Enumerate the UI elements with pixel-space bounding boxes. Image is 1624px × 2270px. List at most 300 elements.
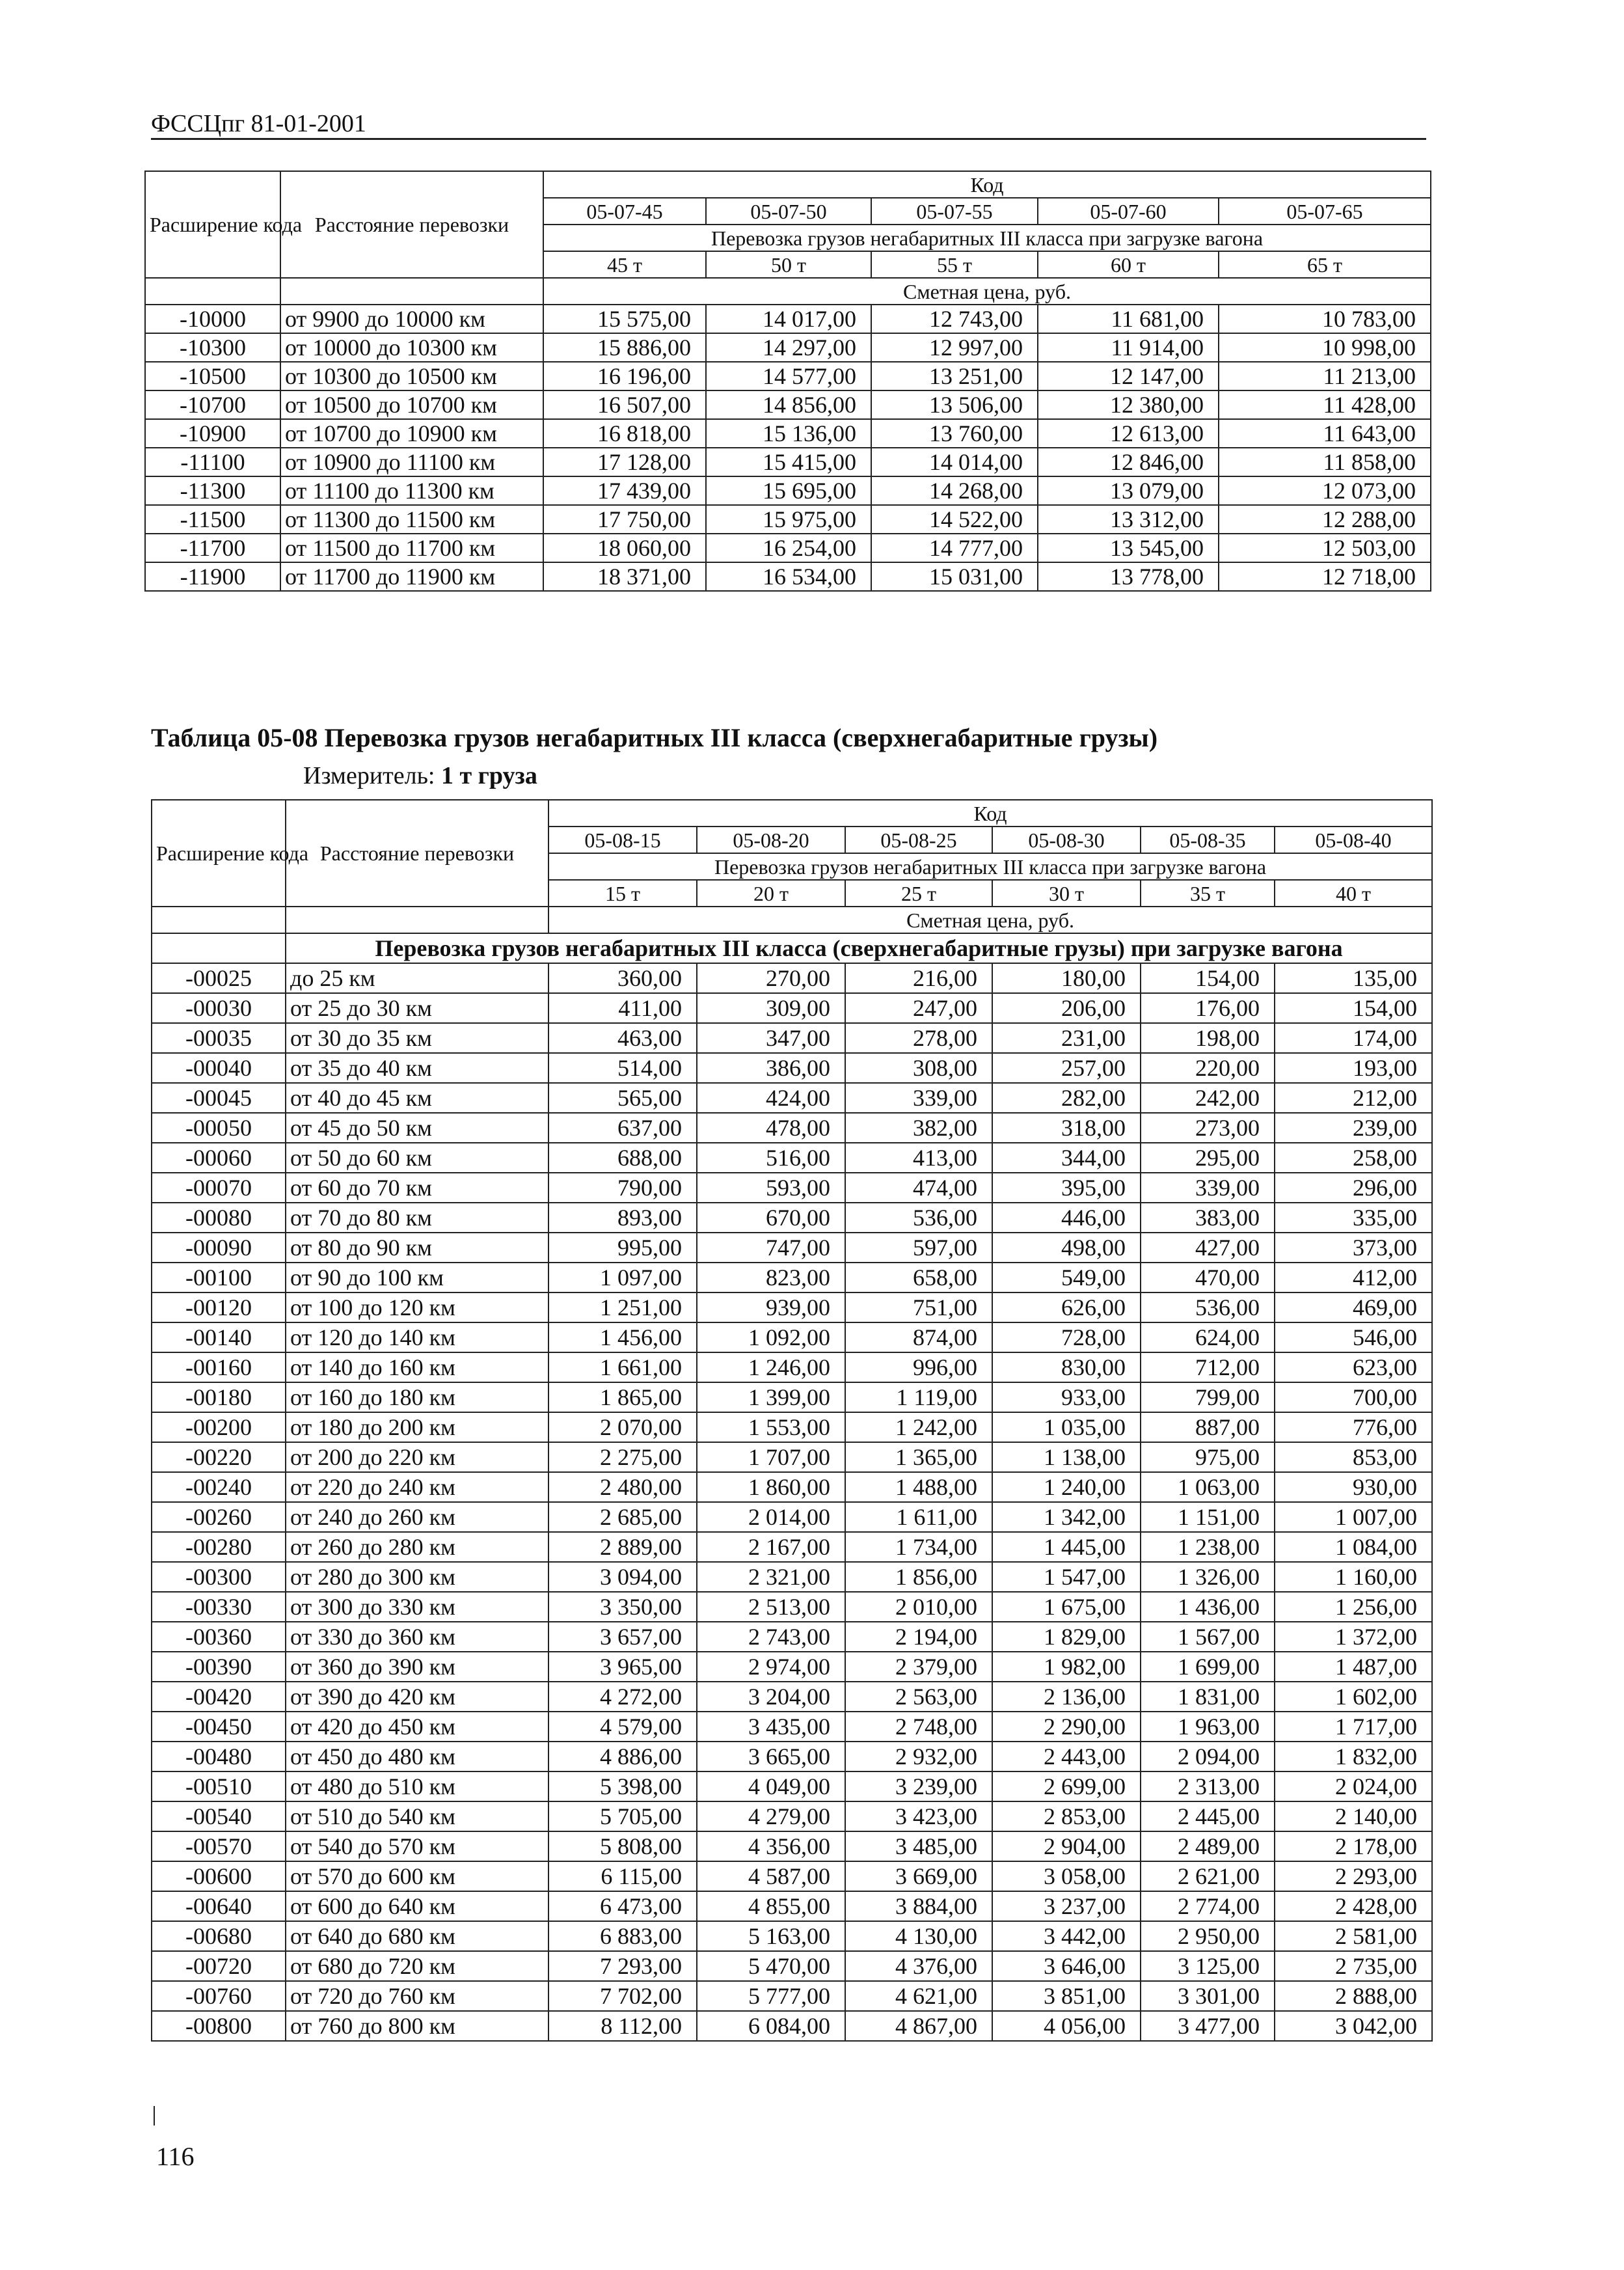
ext-code-header: Расширение кода <box>145 171 280 278</box>
price-cell: 2 513,00 <box>697 1592 845 1622</box>
price-cell: 3 442,00 <box>992 1921 1141 1951</box>
price-cell: 4 886,00 <box>548 1742 697 1771</box>
row-code: -00120 <box>152 1292 286 1322</box>
price-cell: 1 035,00 <box>992 1412 1141 1442</box>
price-cell: 2 489,00 <box>1141 1831 1275 1861</box>
price-cell: 2 321,00 <box>697 1562 845 1592</box>
table-row <box>152 1173 1432 1203</box>
distance-header: Расстояние перевозки <box>280 171 543 278</box>
price-cell: 6 115,00 <box>548 1861 697 1891</box>
price-cell: 3 125,00 <box>1141 1951 1275 1981</box>
row-code: -00800 <box>152 2011 286 2041</box>
row-code: -10500 <box>145 362 280 390</box>
price-cell: 16 254,00 <box>706 534 871 562</box>
price-cell: 427,00 <box>1141 1233 1275 1263</box>
load-column-header: 55 т <box>871 251 1038 278</box>
price-cell: 4 855,00 <box>697 1891 845 1921</box>
price-cell: 2 621,00 <box>1141 1861 1275 1891</box>
price-cell: 597,00 <box>845 1233 992 1263</box>
row-distance: от 70 до 80 км <box>286 1203 548 1233</box>
row-code: -00280 <box>152 1532 286 1562</box>
price-cell: 18 371,00 <box>543 562 706 591</box>
price-cell: 2 904,00 <box>992 1831 1141 1861</box>
price-cell: 4 867,00 <box>845 2011 992 2041</box>
table-row <box>145 562 1431 591</box>
code-column-header: 05-08-30 <box>992 827 1141 853</box>
price-cell: 12 997,00 <box>871 333 1038 362</box>
load-column-header: 40 т <box>1275 880 1432 907</box>
table-row <box>152 1652 1432 1682</box>
price-cell: 13 545,00 <box>1038 534 1219 562</box>
price-cell: 1 602,00 <box>1275 1682 1432 1712</box>
price-cell: 536,00 <box>1141 1292 1275 1322</box>
price-cell: 3 058,00 <box>992 1861 1141 1891</box>
price-cell: 16 196,00 <box>543 362 706 390</box>
row-code: -00720 <box>152 1951 286 1981</box>
price-cell: 1 063,00 <box>1141 1472 1275 1502</box>
price-cell: 751,00 <box>845 1292 992 1322</box>
price-cell: 11 681,00 <box>1038 305 1219 333</box>
row-code: -00160 <box>152 1352 286 1382</box>
price-cell: 18 060,00 <box>543 534 706 562</box>
price-cell: 1 865,00 <box>548 1382 697 1412</box>
price-cell: 339,00 <box>1141 1173 1275 1203</box>
price-cell: 17 750,00 <box>543 505 706 534</box>
price-cell: 2 748,00 <box>845 1712 992 1742</box>
row-distance: от 45 до 50 км <box>286 1113 548 1143</box>
row-code: -00510 <box>152 1771 286 1801</box>
row-code: -11500 <box>145 505 280 534</box>
row-code: -11700 <box>145 534 280 562</box>
table-row <box>152 1921 1432 1951</box>
price-cell: 424,00 <box>697 1083 845 1113</box>
row-code: -11300 <box>145 476 280 505</box>
price-cell: 1 611,00 <box>845 1502 992 1532</box>
row-code: -00420 <box>152 1682 286 1712</box>
price-cell: 270,00 <box>697 963 845 993</box>
row-code: -00760 <box>152 1981 286 2011</box>
blank-cell <box>152 907 286 933</box>
price-cell: 1 832,00 <box>1275 1742 1432 1771</box>
table-row <box>152 1203 1432 1233</box>
price-cell: 1 699,00 <box>1141 1652 1275 1682</box>
price-cell: 258,00 <box>1275 1143 1432 1173</box>
price-cell: 12 147,00 <box>1038 362 1219 390</box>
price-cell: 830,00 <box>992 1352 1141 1382</box>
price-cell: 1 399,00 <box>697 1382 845 1412</box>
table-row <box>145 390 1431 419</box>
row-code: -00570 <box>152 1831 286 1861</box>
table-row <box>145 333 1431 362</box>
row-distance: от 120 до 140 км <box>286 1322 548 1352</box>
code-column-header: 05-07-65 <box>1219 198 1431 225</box>
price-cell: 930,00 <box>1275 1472 1432 1502</box>
price-cell: 5 705,00 <box>548 1801 697 1831</box>
row-distance: от 680 до 720 км <box>286 1951 548 1981</box>
price-cell: 1 856,00 <box>845 1562 992 1592</box>
load-column-header: 25 т <box>845 880 992 907</box>
price-cell: 1 246,00 <box>697 1352 845 1382</box>
price-cell: 14 777,00 <box>871 534 1038 562</box>
row-distance: до 25 км <box>286 963 548 993</box>
table-row <box>152 1442 1432 1472</box>
price-cell: 12 743,00 <box>871 305 1038 333</box>
table-row <box>145 448 1431 476</box>
price-cell: 3 965,00 <box>548 1652 697 1682</box>
table-row <box>152 1891 1432 1921</box>
price-cell: 193,00 <box>1275 1053 1432 1083</box>
price-cell: 176,00 <box>1141 993 1275 1023</box>
price-cell: 2 888,00 <box>1275 1981 1432 2011</box>
row-distance: от 360 до 390 км <box>286 1652 548 1682</box>
price-cell: 412,00 <box>1275 1263 1432 1292</box>
row-distance: от 240 до 260 км <box>286 1502 548 1532</box>
price-cell: 257,00 <box>992 1053 1141 1083</box>
price-cell: 1 717,00 <box>1275 1712 1432 1742</box>
table-row <box>152 1322 1432 1352</box>
price-cell: 198,00 <box>1141 1023 1275 1053</box>
table-row <box>152 1771 1432 1801</box>
price-cell: 2 293,00 <box>1275 1861 1432 1891</box>
price-cell: 623,00 <box>1275 1352 1432 1382</box>
price-cell: 13 251,00 <box>871 362 1038 390</box>
table-row <box>152 1113 1432 1143</box>
price-cell: 4 621,00 <box>845 1981 992 2011</box>
price-cell: 1 734,00 <box>845 1532 992 1562</box>
price-cell: 11 914,00 <box>1038 333 1219 362</box>
price-cell: 516,00 <box>697 1143 845 1173</box>
table-row <box>152 1801 1432 1831</box>
row-distance: от 10300 до 10500 км <box>280 362 543 390</box>
table-row <box>145 534 1431 562</box>
row-distance: от 280 до 300 км <box>286 1562 548 1592</box>
price-cell: 13 312,00 <box>1038 505 1219 534</box>
price-cell: 624,00 <box>1141 1322 1275 1352</box>
table-row <box>145 505 1431 534</box>
price-cell: 799,00 <box>1141 1382 1275 1412</box>
row-code: -00045 <box>152 1083 286 1113</box>
row-distance: от 540 до 570 км <box>286 1831 548 1861</box>
row-distance: от 760 до 800 км <box>286 2011 548 2041</box>
price-cell: 5 777,00 <box>697 1981 845 2011</box>
price-cell: 700,00 <box>1275 1382 1432 1412</box>
code-header: Код <box>543 171 1431 198</box>
table-row <box>145 419 1431 448</box>
price-cell: 1 151,00 <box>1141 1502 1275 1532</box>
row-distance: от 30 до 35 км <box>286 1023 548 1053</box>
price-cell: 1 240,00 <box>992 1472 1141 1502</box>
price-cell: 688,00 <box>548 1143 697 1173</box>
price-cell: 7 702,00 <box>548 1981 697 2011</box>
price-cell: 2 699,00 <box>992 1771 1141 1801</box>
load-column-header: 65 т <box>1219 251 1431 278</box>
price-cell: 975,00 <box>1141 1442 1275 1472</box>
code-column-header: 05-07-55 <box>871 198 1038 225</box>
price-cell: 14 268,00 <box>871 476 1038 505</box>
price-cell: 1 661,00 <box>548 1352 697 1382</box>
price-cell: 474,00 <box>845 1173 992 1203</box>
row-code: -00090 <box>152 1233 286 1263</box>
price-cell: 282,00 <box>992 1083 1141 1113</box>
price-cell: 6 883,00 <box>548 1921 697 1951</box>
code-column-header: 05-07-60 <box>1038 198 1219 225</box>
price-cell: 3 669,00 <box>845 1861 992 1891</box>
price-cell: 2 932,00 <box>845 1742 992 1771</box>
row-code: -00140 <box>152 1322 286 1352</box>
table-row <box>145 362 1431 390</box>
table-row <box>152 1742 1432 1771</box>
price-cell: 15 031,00 <box>871 562 1038 591</box>
price-cell: 2 290,00 <box>992 1712 1141 1742</box>
price-cell: 2 735,00 <box>1275 1951 1432 1981</box>
load-column-header: 35 т <box>1141 880 1275 907</box>
price-cell: 637,00 <box>548 1113 697 1143</box>
table-row <box>152 1861 1432 1891</box>
row-code: -00070 <box>152 1173 286 1203</box>
price-cell: 7 293,00 <box>548 1951 697 1981</box>
price-cell: 670,00 <box>697 1203 845 1233</box>
price-cell: 4 356,00 <box>697 1831 845 1861</box>
price-cell: 4 056,00 <box>992 2011 1141 2041</box>
row-distance: от 570 до 600 км <box>286 1861 548 1891</box>
price-cell: 2 094,00 <box>1141 1742 1275 1771</box>
row-code: -00390 <box>152 1652 286 1682</box>
row-distance: от 40 до 45 км <box>286 1083 548 1113</box>
price-cell: 446,00 <box>992 1203 1141 1233</box>
table-05-08 <box>151 799 1433 2042</box>
row-distance: от 160 до 180 км <box>286 1382 548 1412</box>
row-distance: от 50 до 60 км <box>286 1143 548 1173</box>
price-cell: 278,00 <box>845 1023 992 1053</box>
price-cell: 3 657,00 <box>548 1622 697 1652</box>
row-code: -00360 <box>152 1622 286 1652</box>
price-cell: 4 049,00 <box>697 1771 845 1801</box>
price-cell: 206,00 <box>992 993 1141 1023</box>
row-code: -00035 <box>152 1023 286 1053</box>
row-code: -00030 <box>152 993 286 1023</box>
price-cell: 1 567,00 <box>1141 1622 1275 1652</box>
price-cell: 933,00 <box>992 1382 1141 1412</box>
row-code: -00180 <box>152 1382 286 1412</box>
row-code: -00680 <box>152 1921 286 1951</box>
price-cell: 212,00 <box>1275 1083 1432 1113</box>
price-cell: 174,00 <box>1275 1023 1432 1053</box>
price-cell: 16 818,00 <box>543 419 706 448</box>
price-cell: 3 204,00 <box>697 1682 845 1712</box>
price-cell: 12 380,00 <box>1038 390 1219 419</box>
ext-code-header: Расширение кода <box>152 800 286 907</box>
row-code: -00300 <box>152 1562 286 1592</box>
price-cell: 12 073,00 <box>1219 476 1431 505</box>
load-column-header: 50 т <box>706 251 871 278</box>
price-cell: 536,00 <box>845 1203 992 1233</box>
price-cell: 413,00 <box>845 1143 992 1173</box>
price-cell: 2 974,00 <box>697 1652 845 1682</box>
row-distance: от 180 до 200 км <box>286 1412 548 1442</box>
row-distance: от 100 до 120 км <box>286 1292 548 1322</box>
price-cell: 4 279,00 <box>697 1801 845 1831</box>
transport-header: Перевозка грузов негабаритных III класса при загрузке вагона <box>543 225 1431 251</box>
header-divider <box>151 138 1426 140</box>
price-cell: 3 301,00 <box>1141 1981 1275 2011</box>
price-cell: 478,00 <box>697 1113 845 1143</box>
price-cell: 658,00 <box>845 1263 992 1292</box>
table-title: Таблица 05-08 Перевозка грузов негабаритных III класса (сверхнегабаритные грузы) <box>151 723 1158 752</box>
row-code: -10300 <box>145 333 280 362</box>
price-cell: 3 423,00 <box>845 1801 992 1831</box>
row-code: -00480 <box>152 1742 286 1771</box>
page-number: 116 <box>156 2142 195 2171</box>
row-code: -00100 <box>152 1263 286 1292</box>
row-code: -00050 <box>152 1113 286 1143</box>
price-cell: 1 487,00 <box>1275 1652 1432 1682</box>
price-cell: 12 503,00 <box>1219 534 1431 562</box>
unit-label: Измеритель: <box>303 762 435 789</box>
row-distance: от 80 до 90 км <box>286 1233 548 1263</box>
price-cell: 373,00 <box>1275 1233 1432 1263</box>
code-column-header: 05-07-45 <box>543 198 706 225</box>
price-cell: 309,00 <box>697 993 845 1023</box>
row-distance: от 720 до 760 км <box>286 1981 548 2011</box>
price-cell: 15 575,00 <box>543 305 706 333</box>
price-cell: 2 010,00 <box>845 1592 992 1622</box>
price-cell: 3 042,00 <box>1275 2011 1432 2041</box>
price-cell: 1 707,00 <box>697 1442 845 1472</box>
price-cell: 383,00 <box>1141 1203 1275 1233</box>
price-cell: 823,00 <box>697 1263 845 1292</box>
price-cell: 1 553,00 <box>697 1412 845 1442</box>
row-code: -00260 <box>152 1502 286 1532</box>
transport-header: Перевозка грузов негабаритных III класса при загрузке вагона <box>548 853 1432 880</box>
row-distance: от 200 до 220 км <box>286 1442 548 1472</box>
table-row <box>152 2011 1432 2041</box>
price-cell: 1 547,00 <box>992 1562 1141 1592</box>
price-cell: 339,00 <box>845 1083 992 1113</box>
price-cell: 10 783,00 <box>1219 305 1431 333</box>
price-cell: 318,00 <box>992 1113 1141 1143</box>
price-cell: 712,00 <box>1141 1352 1275 1382</box>
price-cell: 2 581,00 <box>1275 1921 1432 1951</box>
price-cell: 2 950,00 <box>1141 1921 1275 1951</box>
price-cell: 295,00 <box>1141 1143 1275 1173</box>
table-row <box>145 305 1431 333</box>
price-cell: 2 889,00 <box>548 1532 697 1562</box>
price-cell: 154,00 <box>1275 993 1432 1023</box>
row-code: -00080 <box>152 1203 286 1233</box>
price-header: Сметная цена, руб. <box>543 278 1431 305</box>
price-cell: 728,00 <box>992 1322 1141 1352</box>
price-cell: 15 695,00 <box>706 476 871 505</box>
group-title: Перевозка грузов негабаритных III класса (сверхнегабаритные грузы) при загрузке вагона <box>286 933 1432 963</box>
price-cell: 546,00 <box>1275 1322 1432 1352</box>
price-cell: 565,00 <box>548 1083 697 1113</box>
price-cell: 853,00 <box>1275 1442 1432 1472</box>
price-cell: 1 097,00 <box>548 1263 697 1292</box>
price-cell: 4 579,00 <box>548 1712 697 1742</box>
price-cell: 1 488,00 <box>845 1472 992 1502</box>
table-row <box>152 1352 1432 1382</box>
code-column-header: 05-08-35 <box>1141 827 1275 853</box>
load-column-header: 30 т <box>992 880 1141 907</box>
price-cell: 8 112,00 <box>548 2011 697 2041</box>
distance-header: Расстояние перевозки <box>286 800 548 907</box>
price-cell: 14 856,00 <box>706 390 871 419</box>
row-distance: от 480 до 510 км <box>286 1771 548 1801</box>
row-code: -00240 <box>152 1472 286 1502</box>
table-row <box>152 1562 1432 1592</box>
price-cell: 790,00 <box>548 1173 697 1203</box>
price-cell: 3 239,00 <box>845 1771 992 1801</box>
row-code: -00450 <box>152 1712 286 1742</box>
table-row <box>152 1412 1432 1442</box>
price-cell: 887,00 <box>1141 1412 1275 1442</box>
row-code: -11100 <box>145 448 280 476</box>
price-cell: 11 428,00 <box>1219 390 1431 419</box>
price-cell: 1 829,00 <box>992 1622 1141 1652</box>
price-cell: 2 136,00 <box>992 1682 1141 1712</box>
price-cell: 4 130,00 <box>845 1921 992 1951</box>
price-cell: 135,00 <box>1275 963 1432 993</box>
table-row <box>152 1981 1432 2011</box>
blank-cell <box>152 933 286 963</box>
row-distance: от 9900 до 10000 км <box>280 305 543 333</box>
price-cell: 1 160,00 <box>1275 1562 1432 1592</box>
price-cell: 2 428,00 <box>1275 1891 1432 1921</box>
row-distance: от 11500 до 11700 км <box>280 534 543 562</box>
margin-rule <box>154 2106 155 2126</box>
price-cell: 13 506,00 <box>871 390 1038 419</box>
price-cell: 5 470,00 <box>697 1951 845 1981</box>
price-cell: 11 213,00 <box>1219 362 1431 390</box>
price-cell: 1 138,00 <box>992 1442 1141 1472</box>
price-cell: 14 577,00 <box>706 362 871 390</box>
row-code: -00025 <box>152 963 286 993</box>
price-cell: 17 439,00 <box>543 476 706 505</box>
price-cell: 1 342,00 <box>992 1502 1141 1532</box>
table-row <box>152 1682 1432 1712</box>
price-cell: 995,00 <box>548 1233 697 1263</box>
price-cell: 2 070,00 <box>548 1412 697 1442</box>
document-code: ФССЦпг 81-01-2001 <box>151 110 366 137</box>
row-code: -10900 <box>145 419 280 448</box>
price-cell: 12 288,00 <box>1219 505 1431 534</box>
row-code: -00640 <box>152 1891 286 1921</box>
price-cell: 2 014,00 <box>697 1502 845 1532</box>
code-header: Код <box>548 800 1432 827</box>
price-cell: 2 743,00 <box>697 1622 845 1652</box>
price-cell: 1 092,00 <box>697 1322 845 1352</box>
price-cell: 470,00 <box>1141 1263 1275 1292</box>
price-cell: 1 256,00 <box>1275 1592 1432 1622</box>
code-column-header: 05-08-25 <box>845 827 992 853</box>
price-cell: 386,00 <box>697 1053 845 1083</box>
row-distance: от 10000 до 10300 км <box>280 333 543 362</box>
price-cell: 247,00 <box>845 993 992 1023</box>
price-cell: 2 443,00 <box>992 1742 1141 1771</box>
price-cell: 1 242,00 <box>845 1412 992 1442</box>
price-cell: 1 445,00 <box>992 1532 1141 1562</box>
price-cell: 469,00 <box>1275 1292 1432 1322</box>
price-cell: 939,00 <box>697 1292 845 1322</box>
price-cell: 1 456,00 <box>548 1322 697 1352</box>
row-distance: от 11300 до 11500 км <box>280 505 543 534</box>
code-column-header: 05-08-15 <box>548 827 697 853</box>
price-cell: 13 079,00 <box>1038 476 1219 505</box>
price-cell: 2 178,00 <box>1275 1831 1432 1861</box>
row-distance: от 90 до 100 км <box>286 1263 548 1292</box>
table-row <box>152 993 1432 1023</box>
price-cell: 2 379,00 <box>845 1652 992 1682</box>
